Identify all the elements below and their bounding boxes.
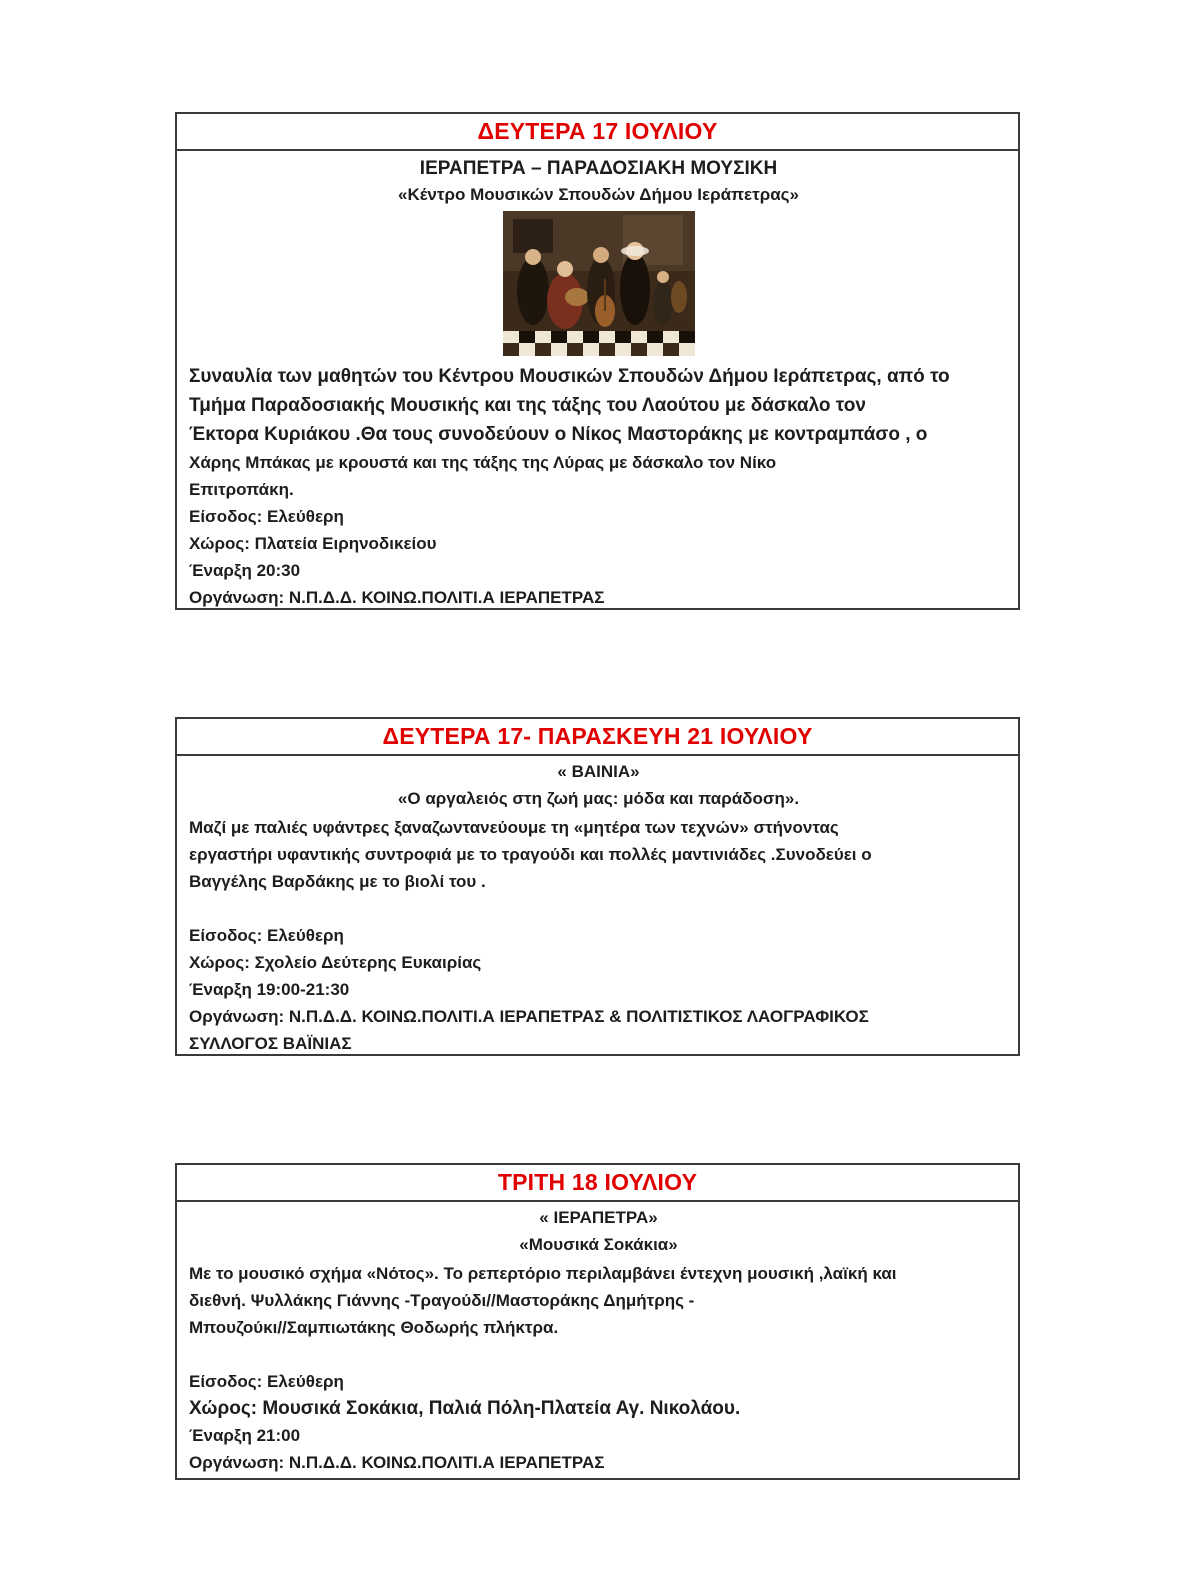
description-line: εργαστήρι υφαντικής συντροφιά με το τραγούδι και πολλές μαντινιάδες .Συνοδεύει ο bbox=[189, 845, 872, 864]
organization-info: Οργάνωση: Ν.Π.Δ.Δ. ΚΟΙΝΩ.ΠΟΛΙΤΙ.Α ΙΕΡΑΠΕΤΡΑΣ bbox=[189, 588, 605, 607]
organization-info: Οργάνωση: Ν.Π.Δ.Δ. ΚΟΙΝΩ.ΠΟΛΙΤΙ.Α ΙΕΡΑΠΕΤΡΑΣ bbox=[189, 1453, 605, 1472]
description-line: Μπουζούκι//Σαμπιωτάκης Θοδωρής πλήκτρα. bbox=[189, 1318, 559, 1337]
entry-info: Είσοδος: Ελεύθερη bbox=[189, 507, 344, 526]
event-body bbox=[177, 756, 1018, 1059]
description-line: Επιτροπάκη. bbox=[189, 480, 294, 499]
organization-info: Οργάνωση: Ν.Π.Δ.Δ. ΚΟΙΝΩ.ΠΟΛΙΤΙ.Α ΙΕΡΑΠΕΤΡΑΣ & ΠΟΛΙΤΙΣΤΙΚΟΣ ΛΑΟΓΡΑΦΙΚΟΣ bbox=[189, 1007, 869, 1026]
venue-info: Χώρος: Μουσικά Σοκάκια, Παλιά Πόλη-Πλατεία Αγ. Νικολάου. bbox=[189, 1398, 741, 1419]
start-time: Έναρξη 20:30 bbox=[189, 561, 301, 580]
description-line: Τμήμα Παραδοσιακής Μουσικής και της τάξης του Λαούτου με δάσκαλο τον bbox=[189, 395, 866, 416]
start-time: Έναρξη 19:00-21:30 bbox=[189, 980, 350, 999]
spacer bbox=[189, 1341, 1008, 1368]
event-title: ΤΡΙΤΗ 18 ΙΟΥΛΙΟΥ bbox=[177, 1165, 1018, 1202]
description-line: διεθνή. Ψυλλάκης Γιάννης -Τραγούδι//Μαστοράκης Δημήτρης - bbox=[189, 1291, 695, 1310]
venue-info: Χώρος: Σχολείο Δεύτερης Ευκαιρίας bbox=[189, 953, 482, 972]
description-line: Έκτορα Κυριάκου .Θα τους συνοδεύουν ο Νίκος Μαστοράκης με κοντραμπάσο , ο bbox=[189, 424, 928, 445]
event-tagline: «Μουσικά Σοκάκια» bbox=[519, 1235, 678, 1254]
description-line: Συναυλία των μαθητών του Κέντρου Μουσικών Σπουδών Δήμου Ιεράπετρας, από το bbox=[189, 366, 950, 387]
event-body bbox=[177, 151, 1018, 613]
description-line: Μαζί με παλιές υφάντρες ξαναζωντανεύουμε τη «μητέρα των τεχνών» στήνοντας bbox=[189, 818, 839, 837]
organization-info-cont: ΣΥΛΛΟΓΟΣ ΒΑΪΝΙΑΣ bbox=[189, 1034, 352, 1053]
description-line: Χάρης Μπάκας με κρουστά και της τάξης της Λύρας με δάσκαλο τον Νίκο bbox=[189, 453, 777, 472]
description-line: Με το μουσικό σχήμα «Νότος». Το ρεπερτόριο περιλαμβάνει έντεχνη μουσική ,λαϊκή και bbox=[189, 1264, 897, 1283]
spacer bbox=[189, 895, 1008, 922]
event-card-2 bbox=[175, 717, 1020, 1056]
event-card-3 bbox=[175, 1163, 1020, 1480]
entry-info: Είσοδος: Ελεύθερη bbox=[189, 926, 344, 945]
start-time: Έναρξη 21:00 bbox=[189, 1426, 301, 1445]
venue-info: Χώρος: Πλατεία Ειρηνοδικείου bbox=[189, 534, 437, 553]
event-body bbox=[177, 1202, 1018, 1478]
event-subtitle: ΙΕΡΑΠΕΤΡΑ – ΠΑΡΑΔΟΣΙΑΚΗ ΜΟΥΣΙΚΗ bbox=[419, 158, 778, 179]
event-title: ΔΕΥΤΕΡΑ 17 ΙΟΥΛΙΟΥ bbox=[177, 114, 1018, 151]
description-line: Βαγγέλης Βαρδάκης με το βιολί του . bbox=[189, 872, 486, 891]
organizer-name: «Κέντρο Μουσικών Σπουδών Δήμου Ιεράπετρας» bbox=[398, 185, 799, 204]
event-tagline: «Ο αργαλειός στη ζωή μας: μόδα και παράδοση». bbox=[397, 789, 800, 808]
event-card-1 bbox=[175, 112, 1020, 610]
event-title: ΔΕΥΤΕΡΑ 17- ΠΑΡΑΣΚΕΥΗ 21 ΙΟΥΛΙΟΥ bbox=[177, 719, 1018, 756]
event-subtitle: « ΙΕΡΑΠΕΤΡΑ» bbox=[539, 1208, 658, 1227]
musicians-painting-image bbox=[503, 211, 695, 356]
event-subtitle: « ΒΑΙΝΙΑ» bbox=[557, 762, 640, 781]
entry-info: Είσοδος: Ελεύθερη bbox=[189, 1372, 344, 1391]
